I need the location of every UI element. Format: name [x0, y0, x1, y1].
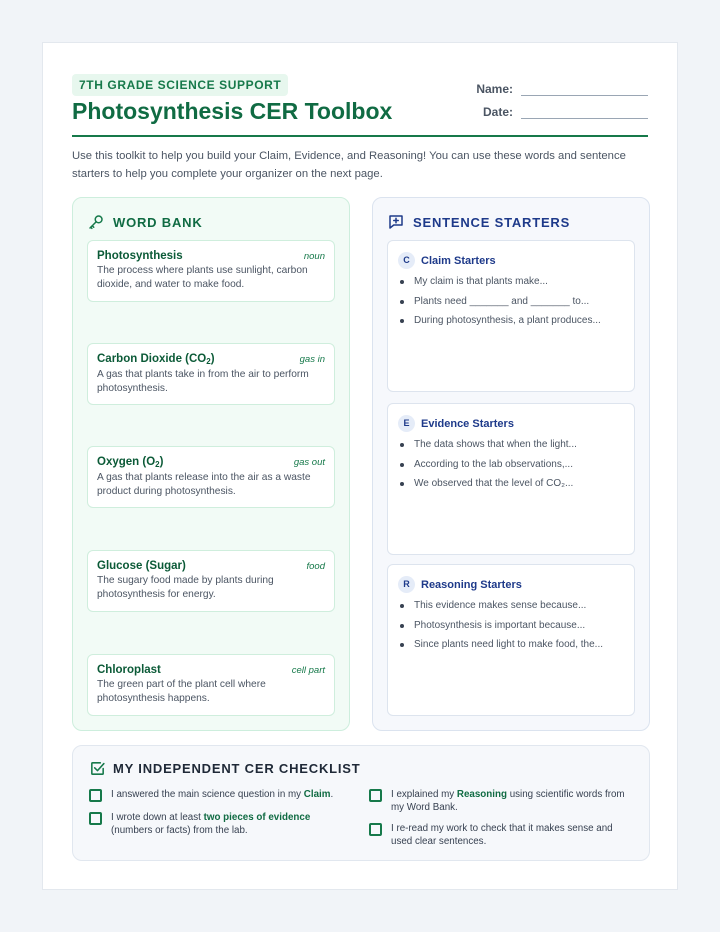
word-bank-header [87, 212, 203, 232]
sentence-starters-title: SENTENCE STARTERS [413, 214, 571, 230]
term-tag: noun [303, 251, 325, 262]
checklist-item[interactable] [369, 788, 633, 814]
checkbox-icon [89, 760, 106, 777]
term-name: Chloroplast [97, 664, 161, 676]
title-divider [72, 135, 648, 137]
list-item: This evidence makes sense because... [398, 599, 603, 612]
term-definition: The process where plants use sunlight, carbon dioxide, and water to make food. [97, 265, 308, 290]
term-name: Oxygen $(O_2)$ [97, 456, 164, 469]
list-item: Since plants need light to make food, the... [398, 638, 603, 651]
name-field[interactable] [465, 80, 648, 96]
checklist-item-text: I answered the main science question in my Claim. [111, 789, 334, 800]
sentence-starters-header [387, 212, 570, 232]
starter-list [398, 599, 603, 658]
letter-badge: E [398, 415, 415, 432]
checkbox[interactable] [369, 789, 382, 802]
term-card [87, 240, 335, 302]
checkbox[interactable] [89, 789, 102, 802]
letter-badge: R [398, 576, 415, 593]
message-plus-icon [387, 213, 405, 231]
starter-group-title: Claim Starters [421, 254, 496, 267]
worksheet-page [42, 42, 678, 890]
checklist-header [89, 760, 361, 777]
evidence-starters-card [387, 403, 635, 555]
checklist-title: MY INDEPENDENT CER CHECKLIST [113, 761, 361, 776]
list-item: During photosynthesis, a plant produces... [398, 314, 601, 327]
list-item: Plants need _______ and _______ to... [398, 295, 601, 308]
list-item: Photosynthesis is important because... [398, 619, 603, 632]
term-tag: gas out [293, 457, 325, 468]
checklist-item[interactable] [89, 788, 359, 802]
term-name: Glucose (Sugar) [97, 560, 186, 572]
term-name: Photosynthesis [97, 250, 183, 262]
term-definition: The green part of the plant cell where photosynthesis happens. [97, 679, 266, 704]
checklist-item[interactable] [89, 811, 339, 837]
term-card [87, 343, 335, 405]
list-item: According to the lab observations,... [398, 458, 577, 471]
term-name: Carbon Dioxide $(CO_2)$ [97, 353, 215, 366]
page-title: Photosynthesis CER Toolbox [72, 98, 393, 124]
checklist-item[interactable] [369, 822, 633, 848]
term-card [87, 550, 335, 612]
list-item: My claim is that plants make... [398, 275, 601, 288]
cer-checklist [72, 745, 650, 861]
name-line[interactable] [521, 80, 648, 96]
intro-text: Use this toolkit to help you build your Claim, Evidence, and Reasoning! You can use these words and sentence starters to help you complete your organizer on the next page. [72, 150, 626, 180]
term-definition: The sugary food made by plants during photosynthesis for energy. [97, 575, 274, 600]
date-label: Date: [482, 105, 513, 119]
word-bank-title: WORD BANK [113, 214, 203, 230]
starter-group-title: Reasoning Starters [421, 578, 522, 591]
checklist-item-text: I re-read my work to check that it makes sense and used clear sentences. [391, 823, 613, 847]
term-tag: gas in [299, 354, 325, 365]
word-bank-panel [72, 197, 350, 731]
term-definition: A gas that plants release into the air as a waste product during photosynthesis. [97, 472, 311, 497]
checklist-item-text: I explained my Reasoning using scientific words from my Word Bank. [391, 789, 625, 813]
grade-badge: 7TH GRADE SCIENCE SUPPORT [72, 74, 288, 96]
list-item: The data shows that when the light... [398, 438, 577, 451]
starter-group-title: Evidence Starters [421, 417, 514, 430]
reasoning-starters-card [387, 564, 635, 716]
checklist-item-text: I wrote down at least two pieces of evidence (numbers or facts) from the lab. [111, 812, 311, 836]
name-label: Name: [476, 82, 513, 96]
date-field[interactable] [465, 103, 648, 119]
claim-starters-card [387, 240, 635, 392]
term-definition: A gas that plants take in from the air to perform photosynthesis. [97, 369, 309, 394]
checkbox[interactable] [369, 823, 382, 836]
sentence-starters-panel [372, 197, 650, 731]
key-icon [87, 213, 105, 231]
letter-badge: C [398, 252, 415, 269]
checkbox[interactable] [89, 812, 102, 825]
term-tag: cell part [291, 665, 325, 676]
starter-list [398, 438, 577, 497]
term-card [87, 654, 335, 716]
term-tag: food [306, 561, 325, 572]
term-card [87, 446, 335, 508]
list-item: We observed that the level of CO₂... [398, 477, 577, 490]
starter-list [398, 275, 601, 334]
date-line[interactable] [521, 103, 648, 119]
